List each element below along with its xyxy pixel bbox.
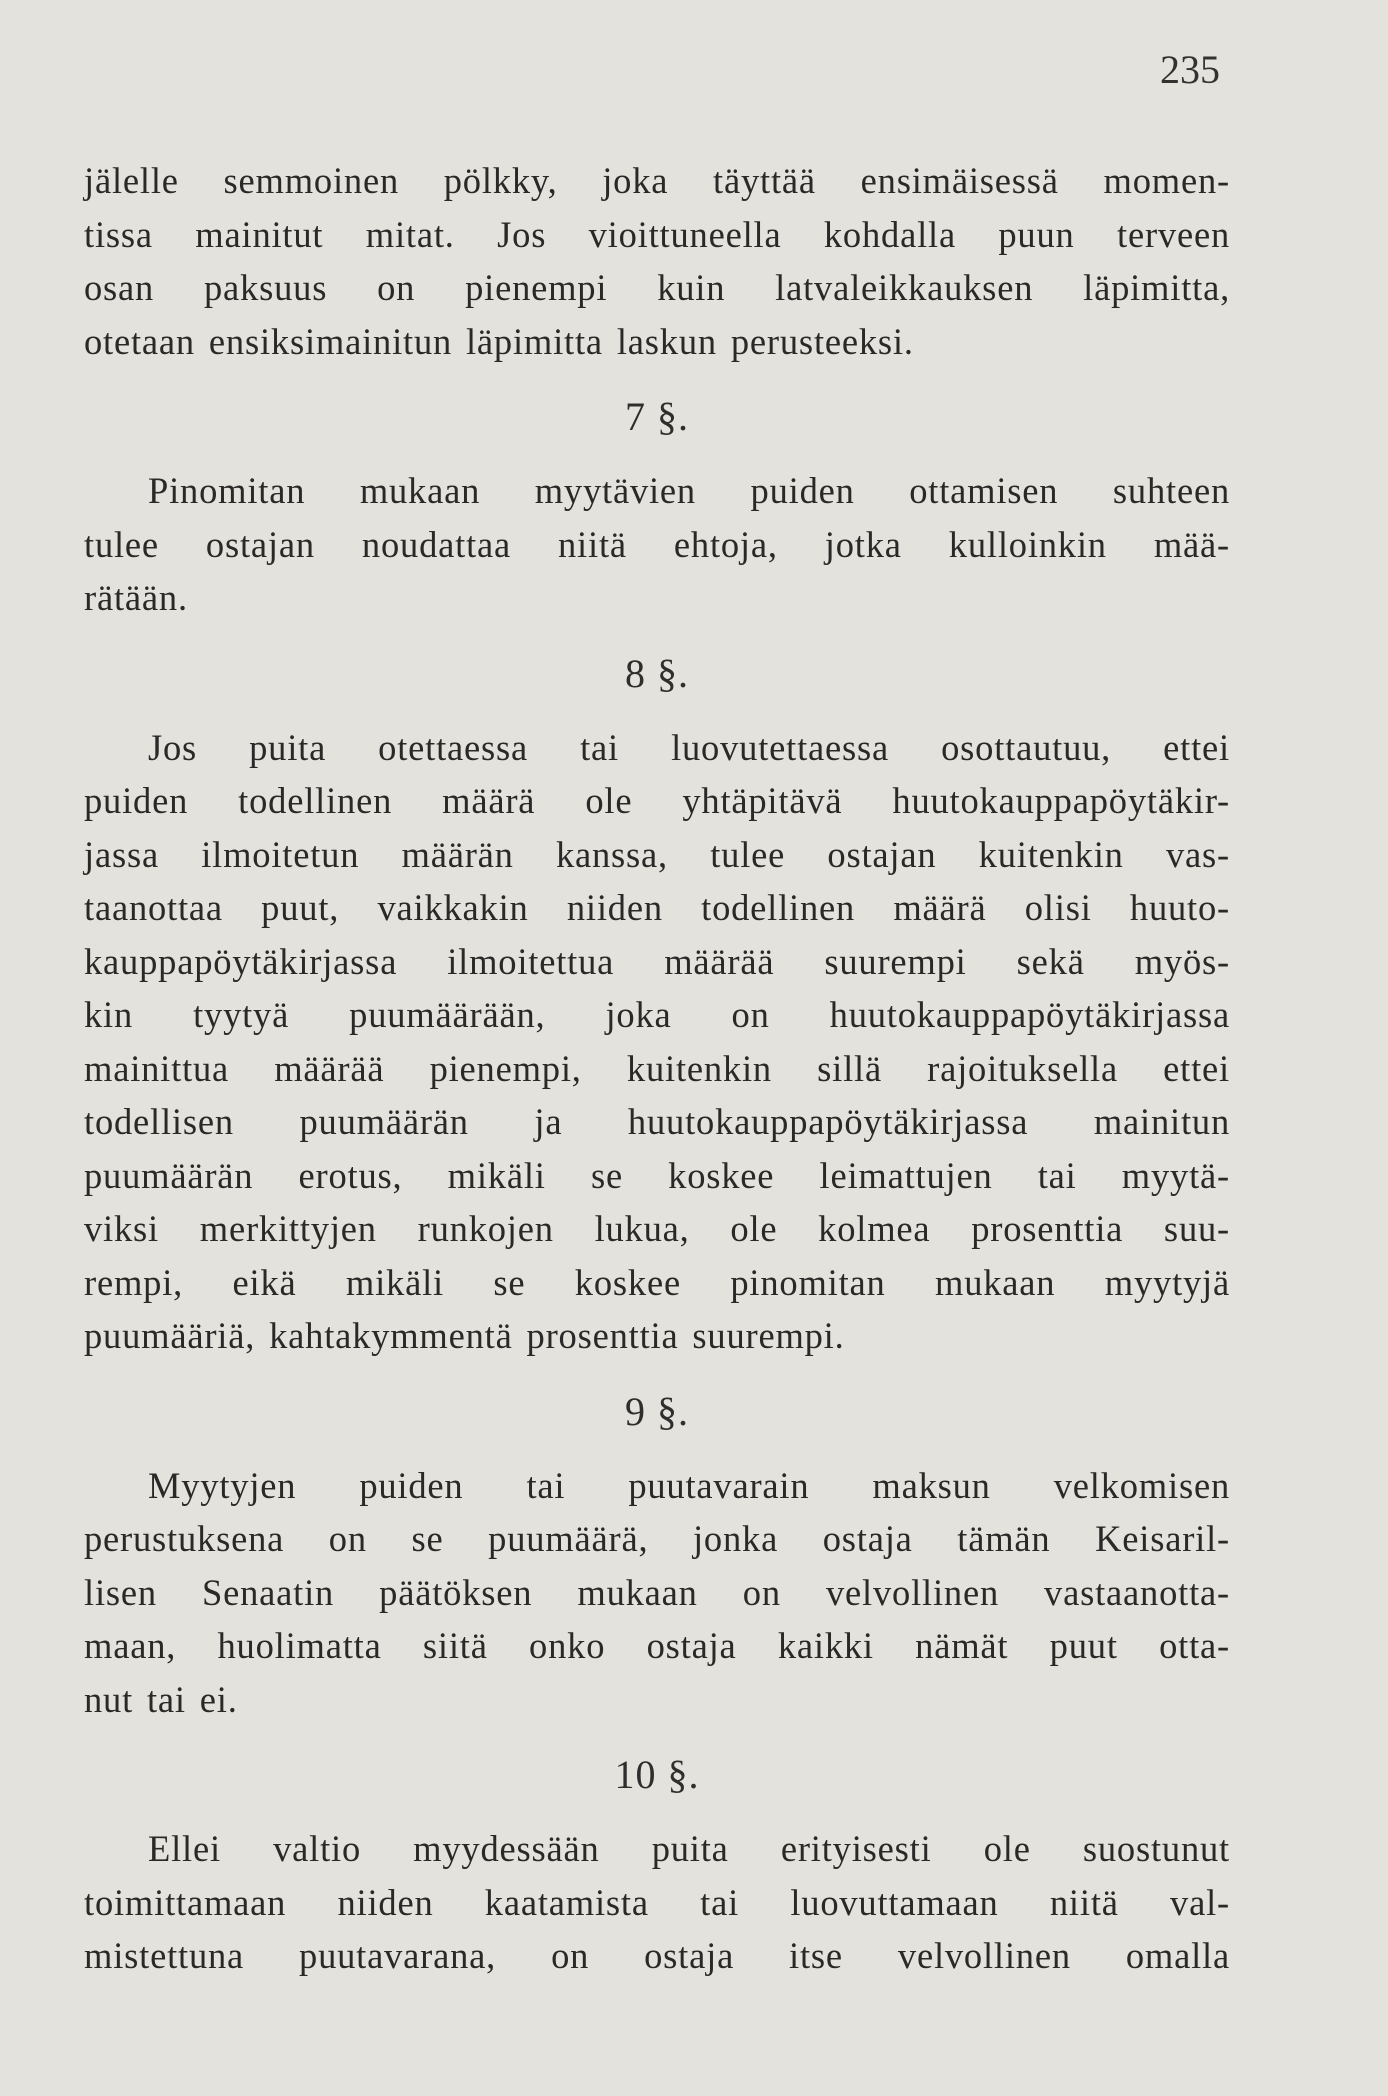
line-text: Ellei valtio myydessään puita erityisesti ole suostunut — [148, 1828, 1230, 1869]
line-text: maan, huolimatta siitä onko ostaja kaikki nämät puut otta- — [84, 1625, 1230, 1666]
line-text: puumäärän erotus, mikäli se koskee leimattujen tai myytä- — [84, 1154, 1230, 1196]
text-line — [84, 1202, 1230, 1256]
text-line — [84, 1309, 1230, 1363]
paragraph — [84, 721, 1230, 1363]
paragraph — [84, 1822, 1230, 1983]
paragraph — [84, 1459, 1230, 1727]
text-line — [84, 1619, 1230, 1673]
line-text: jälelle semmoinen pölkky, joka täyttää ensimäisessä momen- — [84, 160, 1230, 201]
line-text: kin tyytyä puumäärään, joka on huutokauppapöytäkirjassa — [84, 994, 1230, 1035]
line-text: osan paksuus on pienempi kuin latvaleikkauksen läpimitta, — [84, 267, 1230, 308]
line-text: tulee ostajan noudattaa niitä ehtoja, jotka kulloinkin mää- — [84, 523, 1230, 565]
text-line — [84, 1822, 1230, 1876]
line-text: rätään. — [84, 577, 188, 618]
section-heading: 7 §. — [625, 394, 689, 439]
text-line — [84, 1512, 1230, 1566]
text-line — [84, 828, 1230, 882]
text-line — [84, 935, 1230, 989]
text-line — [84, 1673, 1230, 1727]
line-text: Jos puita otettaessa tai luovutettaessa osottautuu, ettei — [148, 726, 1230, 768]
line-text: puumääriä, kahtakymmentä prosenttia suurempi. — [84, 1315, 845, 1356]
line-text: kauppapöytäkirjassa ilmoitettua määrää suurempi sekä myös- — [84, 940, 1230, 982]
line-text: nut tai ei. — [84, 1678, 238, 1720]
text-line — [84, 571, 1230, 625]
text-line — [84, 774, 1230, 828]
text-line — [84, 261, 1230, 315]
text-line — [84, 154, 1230, 208]
text-line — [84, 1149, 1230, 1203]
paragraph — [84, 464, 1230, 625]
text-line — [84, 1929, 1230, 1983]
line-text: mainittua määrää pienempi, kuitenkin sillä rajoituksella ettei — [84, 1047, 1230, 1089]
line-text: toimittamaan niiden kaatamista tai luovuttamaan niitä val- — [84, 1881, 1230, 1923]
line-text: perustuksena on se puumäärä, jonka ostaja tämän Keisaril- — [84, 1518, 1230, 1559]
line-text: taanottaa puut, vaikkakin niiden todellinen määrä olisi huuto- — [84, 887, 1230, 928]
line-text: viksi merkittyjen runkojen lukua, ole kolmea prosenttia suu- — [84, 1208, 1230, 1249]
text-line — [84, 1459, 1230, 1513]
line-text: todellisen puumäärän ja huutokauppapöytäkirjassa mainitun — [84, 1101, 1230, 1142]
paragraph — [84, 154, 1230, 368]
text-line — [84, 988, 1230, 1042]
page-number: 235 — [1160, 47, 1220, 92]
line-text: otetaan ensiksimainitun läpimitta laskun perusteeksi. — [84, 320, 914, 362]
text-line — [84, 1042, 1230, 1096]
page-body — [84, 154, 1230, 1983]
text-line — [84, 464, 1230, 518]
section-heading: 8 §. — [625, 650, 689, 696]
section-heading: 10 §. — [614, 1752, 700, 1797]
line-text: Pinomitan mukaan myytävien puiden ottamisen suhteen — [148, 470, 1230, 511]
text-line — [84, 1876, 1230, 1930]
text-line — [84, 881, 1230, 935]
line-text: mistettuna puutavarana, on ostaja itse velvollinen omalla — [84, 1935, 1230, 1976]
text-line — [84, 1095, 1230, 1149]
section-heading: 9 §. — [625, 1388, 689, 1434]
line-text: tissa mainitut mitat. Jos vioittuneella kohdalla puun terveen — [84, 213, 1230, 255]
text-line — [84, 518, 1230, 572]
line-text: rempi, eikä mikäli se koskee pinomitan mukaan myytyjä — [84, 1261, 1230, 1303]
line-text: Myytyjen puiden tai puutavarain maksun velkomisen — [148, 1464, 1230, 1506]
line-text: lisen Senaatin päätöksen mukaan on velvollinen vastaanotta- — [84, 1571, 1230, 1613]
line-text: puiden todellinen määrä ole yhtäpitävä huutokauppapöytäkir- — [84, 780, 1230, 821]
line-text: jassa ilmoitetun määrän kanssa, tulee ostajan kuitenkin vas- — [84, 833, 1230, 875]
text-line — [84, 1256, 1230, 1310]
text-line — [84, 1566, 1230, 1620]
text-line — [84, 208, 1230, 262]
text-line — [84, 721, 1230, 775]
text-line — [84, 315, 1230, 369]
